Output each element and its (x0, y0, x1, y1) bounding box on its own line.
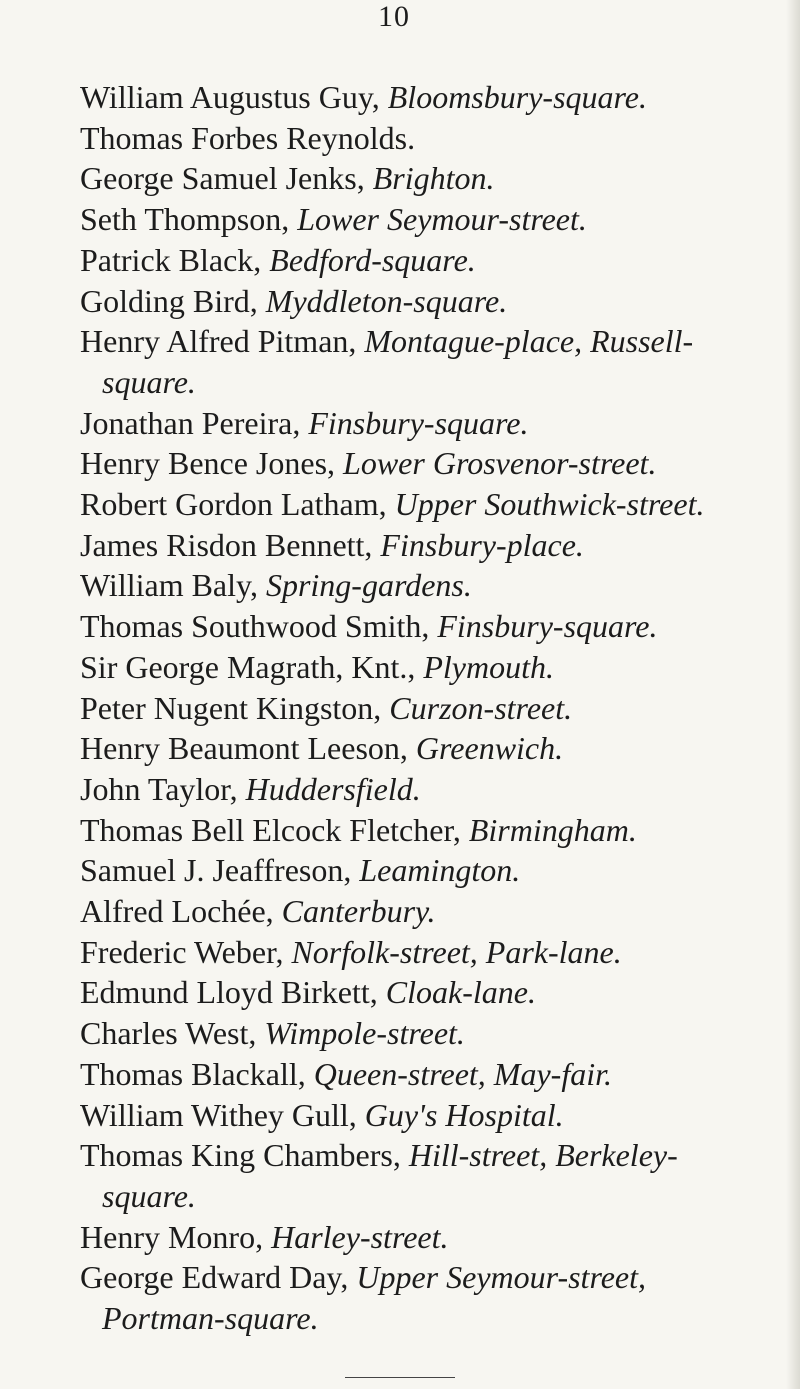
member-address: Upper Southwick-street. (394, 486, 705, 523)
member-name: William Withey Gull, (80, 1096, 365, 1133)
list-item (80, 1054, 740, 1095)
member-address: Harley-street. (271, 1218, 449, 1255)
member-address: Curzon-street. (389, 689, 573, 726)
member-name: Frederic Weber, (80, 933, 292, 970)
member-address: Cloak-lane. (385, 974, 536, 1011)
list-item (80, 850, 740, 891)
member-name: Patrick Black, (80, 241, 270, 278)
page-edge-shadow (786, 0, 800, 1389)
member-name: Charles West, (80, 1015, 265, 1052)
member-name: Henry Alfred Pitman, (80, 323, 365, 360)
member-name: Thomas Blackall, (80, 1055, 314, 1092)
member-address: Brighton. (372, 160, 495, 197)
member-address: Bloomsbury-square. (387, 79, 647, 115)
member-address: Greenwich. (415, 730, 564, 767)
page-number: 10 (378, 0, 410, 33)
member-address: Guy's Hospital. (364, 1096, 564, 1133)
member-address: Lower Grosvenor-street. (343, 445, 657, 482)
member-name: George Samuel Jenks, (80, 160, 373, 197)
member-address: Finsbury-square. (308, 404, 529, 441)
member-name: Thomas Forbes Reynolds. (80, 119, 416, 156)
member-name: William Baly, (80, 567, 266, 604)
list-item (80, 158, 740, 199)
member-name: Thomas Southwood Smith, (80, 608, 438, 645)
list-item (80, 647, 740, 688)
member-name: Peter Nugent Kingston, (80, 689, 390, 726)
list-item (80, 606, 740, 647)
member-address: Huddersfield. (245, 770, 421, 807)
member-address: Bedford-square. (269, 241, 476, 278)
list-item (80, 972, 740, 1013)
list-item (80, 77, 740, 118)
list-item (80, 1257, 740, 1338)
member-address: Finsbury-place. (380, 526, 584, 563)
list-item (80, 443, 740, 484)
member-name: Thomas King Chambers, (80, 1137, 409, 1174)
member-name: George Edward Day, (80, 1259, 357, 1296)
member-name: Seth Thompson, (80, 201, 298, 238)
list-item (80, 118, 740, 159)
list-item (80, 484, 740, 525)
member-name: Jonathan Pereira, (80, 404, 309, 441)
list-item (80, 769, 740, 810)
list-item (80, 891, 740, 932)
member-name: James Risdon Bennett, (80, 526, 381, 563)
member-name: Thomas Bell Elcock Fletcher, (80, 811, 469, 848)
list-item (80, 810, 740, 851)
member-name: Alfred Lochée, (80, 893, 282, 930)
list-item (80, 1135, 740, 1216)
member-list (80, 77, 740, 1339)
member-address: Upper Seymour-street, Portman-square. (102, 1259, 646, 1337)
list-item (80, 565, 740, 606)
member-address: Spring-gardens. (265, 567, 472, 604)
list-item (80, 932, 740, 973)
member-address: Finsbury-square. (437, 608, 658, 645)
member-name: Robert Gordon Latham, (80, 486, 395, 523)
member-address: Wimpole-street. (264, 1015, 465, 1052)
list-item (80, 199, 740, 240)
list-item (80, 403, 740, 444)
member-address: Birmingham. (468, 811, 637, 848)
member-address: Montague-place, Russell-square. (102, 323, 694, 400)
list-item (80, 525, 740, 566)
member-name: Samuel J. Jeaffreson, (80, 852, 360, 889)
list-item (80, 1217, 740, 1258)
list-item (80, 240, 740, 281)
list-item (80, 688, 740, 729)
list-item (80, 281, 740, 322)
member-address: Norfolk-street, Park-lane. (291, 933, 622, 970)
end-rule (345, 1377, 455, 1378)
member-address: Hill-street, Berkeley-square. (102, 1137, 678, 1214)
member-name: Sir George Magrath, Knt., (80, 648, 424, 685)
list-item (80, 321, 740, 402)
member-name: William Augustus Guy, (80, 79, 388, 115)
member-address: Leamington. (359, 852, 521, 889)
member-name: Henry Beaumont Leeson, (80, 730, 416, 767)
list-item (80, 728, 740, 769)
member-address: Queen-street, May-fair. (313, 1055, 612, 1092)
list-item (80, 1013, 740, 1054)
member-address: Lower Seymour-street. (297, 201, 587, 238)
member-name: Edmund Lloyd Birkett, (80, 974, 386, 1011)
member-address: Canterbury. (281, 893, 436, 930)
member-name: John Taylor, (80, 770, 246, 807)
member-address: Plymouth. (423, 648, 554, 685)
member-name: Golding Bird, (80, 282, 266, 319)
member-name: Henry Monro, (80, 1218, 272, 1255)
list-item (80, 1095, 740, 1136)
member-name: Henry Bence Jones, (80, 445, 344, 482)
member-address: Myddleton-square. (265, 282, 508, 319)
